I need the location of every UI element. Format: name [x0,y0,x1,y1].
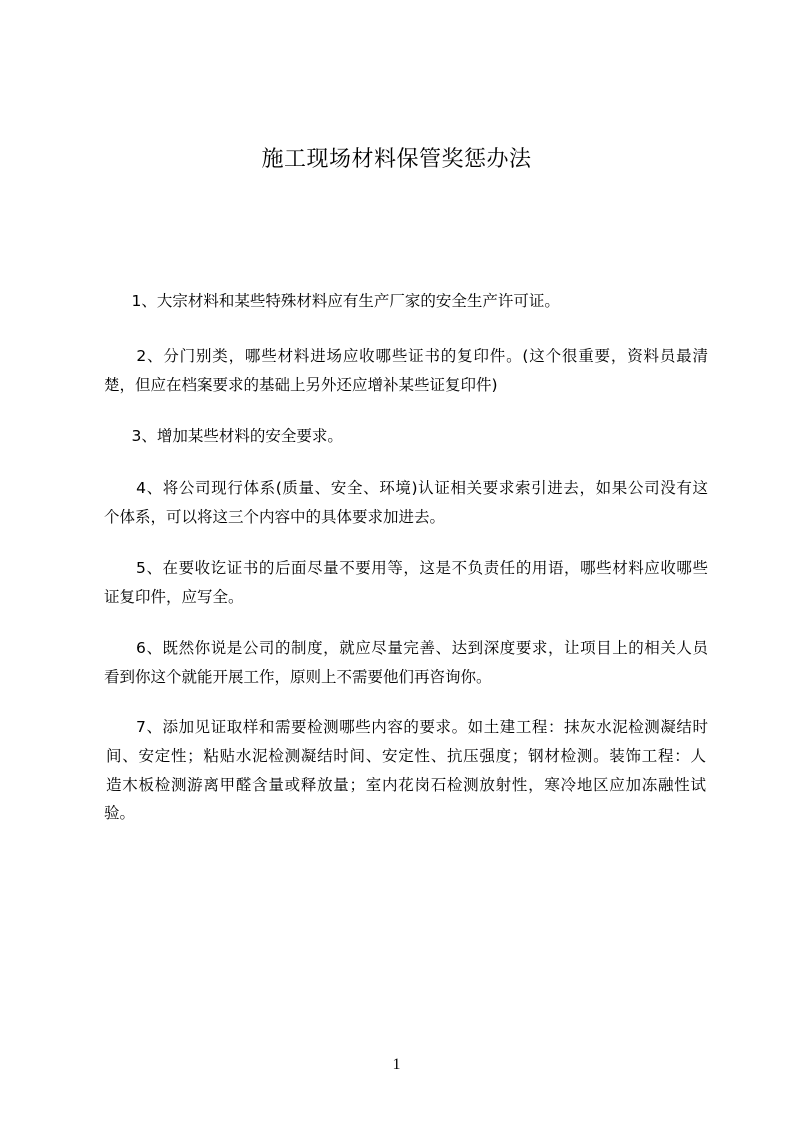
paragraph-line: 造木板检测游离甲醛含量或释放量；室内花岗石检测放射性，寒冷地区应加冻融性试 [106,776,706,794]
paragraph-line: 间、安定性；粘贴水泥检测凝结时间、安定性、抗压强度；钢材检测。装饰工程：人 [106,747,706,765]
page-number: 1 [392,1056,401,1073]
paragraph-line: 验。 [104,804,136,822]
paragraph-line: 6、既然你说是公司的制度，就应尽量完善、达到深度要求，让项目上的相关人员 [120,639,708,657]
paragraph-line: 个体系，可以将这三个内容中的具体要求加进去。 [104,508,446,526]
paragraph-line: 7、添加见证取样和需要检测哪些内容的要求。如土建工程：抹灰水泥检测凝结时 [120,718,708,736]
document-title: 施工现场材料保管奖惩办法 [261,147,532,172]
paragraph-line: 4、将公司现行体系(质量、安全、环境)认证相关要求索引进去，如果公司没有这 [120,479,708,497]
paragraph-line: 楚，但应在档案要求的基础上另外还应增补某些证复印件) [104,376,498,394]
paragraph-line: 3、增加某些材料的安全要求。 [116,427,343,445]
paragraph-line: 证复印件，应写全。 [104,588,244,606]
paragraph-line: 5、在要收讫证书的后面尽量不要用等，这是不负责任的用语，哪些材料应收哪些 [120,559,708,577]
paragraph-line: 1、大宗材料和某些特殊材料应有生产厂家的安全生产许可证。 [116,292,560,310]
paragraph-line: 2、分门别类，哪些材料进场应收哪些证书的复印件。(这个很重要，资料员最清 [120,347,708,365]
paragraph-line: 看到你这个就能开展工作，原则上不需要他们再咨询你。 [104,668,492,686]
